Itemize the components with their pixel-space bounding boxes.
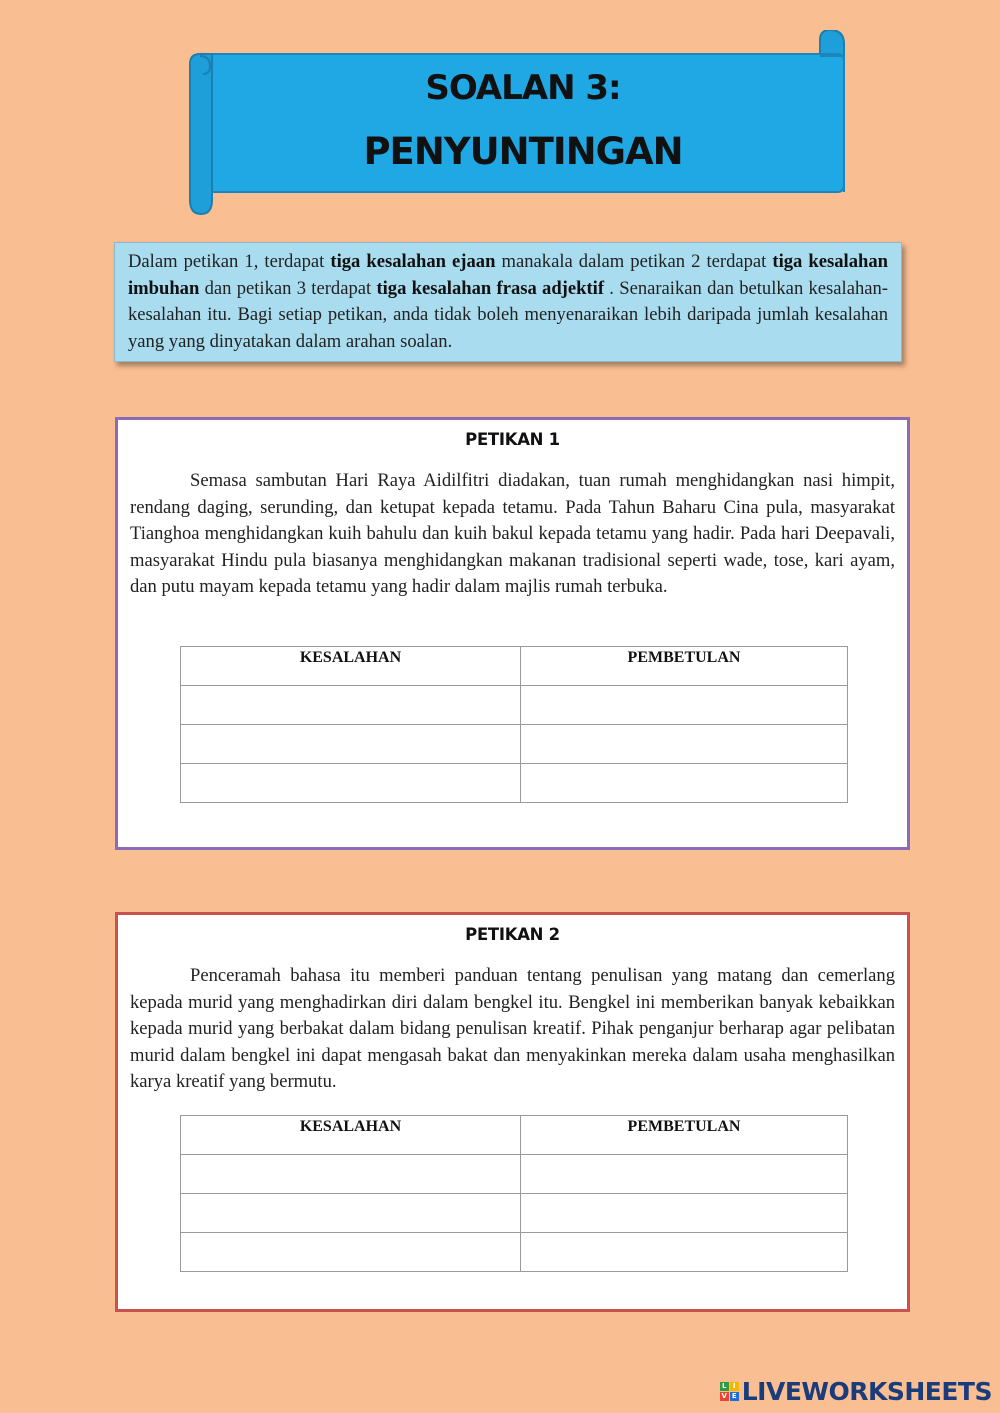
logo-letter: V: [721, 1391, 727, 1400]
passage-2-text: Penceramah bahasa itu memberi panduan tentang penulisan yang matang dan cemerlang kepada murid yang menghadirkan diri dalam bengkel itu. Bengkel ini memberikan banyak kebaikkan kepada murid yang berbakat dalam bidang penulisan kreatif. Pihak penganjur berharap agar pelibatan murid dalam bengkel ini dapat mengasah bakat dan menyakinkan mereka dalam usaha menghasilkan karya kreatif yang bermutu.: [130, 965, 895, 1093]
passage-1-title: PETIKAN 1: [465, 430, 560, 449]
table-header-row: [181, 1116, 848, 1155]
instruction-text: . Senaraikan dan betulkan kesalahan-kesalahan itu. Bagi setiap petikan, anda tidak boleh menyenaraikan lebih daripada jumlah kesalahan yang yang dinyatakan dalam arahan soalan.: [128, 277, 889, 352]
table-row: [181, 1194, 848, 1233]
instruction-box: [114, 242, 902, 362]
passage-2-answer-table: [180, 1115, 848, 1272]
pembetulan-input-cell[interactable]: [521, 686, 848, 725]
instruction-bold: tiga kesalahan ejaan: [330, 251, 496, 272]
kesalahan-input-cell[interactable]: [181, 1155, 521, 1194]
passage-1-box: [115, 417, 910, 850]
header-kesalahan: KESALAHAN: [181, 647, 521, 686]
logo-mark-icon: [720, 1382, 739, 1401]
instruction-text: dan petikan 3 terdapat: [199, 277, 377, 299]
table-header-row: [181, 647, 848, 686]
table-row: [181, 686, 848, 725]
instruction-bold: tiga kesalahan imbuhan: [128, 251, 888, 299]
header-pembetulan: PEMBETULAN: [521, 1116, 848, 1155]
passage-1-text: Semasa sambutan Hari Raya Aidilfitri diadakan, tuan rumah menghidangkan nasi himpit, rendang daging, serunding, dan ketupat kepada tetamu. Pada Tahun Baharu Cina pula, masyarakat Tianghoa menghidangkan kuih bahulu dan kuih bakul kepada tetamu yang hadir. Pada hari Deepavali, masyarakat Hindu pula biasanya menghidangkan makanan tradisional seperti wade, tose, kari ayam, dan putu mayam kepada tetamu yang hadir dalam majlis rumah terbuka.: [130, 470, 895, 598]
kesalahan-input-cell[interactable]: [181, 764, 521, 803]
pembetulan-input-cell[interactable]: [521, 725, 848, 764]
logo-letter: E: [730, 1392, 739, 1401]
kesalahan-input-cell[interactable]: [181, 686, 521, 725]
table-row: [181, 1233, 848, 1272]
logo-text: LIVEWORKSHEETS: [741, 1376, 992, 1406]
header-kesalahan: KESALAHAN: [181, 1116, 521, 1155]
pembetulan-input-cell[interactable]: [521, 1233, 848, 1272]
banner-title-line1: SOALAN 3:: [425, 68, 621, 108]
instruction-text: manakala dalam petikan 2 terdapat: [495, 251, 773, 272]
kesalahan-input-cell[interactable]: [181, 1233, 521, 1272]
passage-1-answer-table: [180, 646, 848, 803]
table-row: [181, 764, 848, 803]
instruction-text: Dalam petikan 1, terdapat: [128, 251, 331, 272]
kesalahan-input-cell[interactable]: [181, 725, 521, 764]
logo-letter: I: [730, 1382, 739, 1391]
pembetulan-input-cell[interactable]: [521, 1194, 848, 1233]
pembetulan-input-cell[interactable]: [521, 764, 848, 803]
passage-2-box: [115, 912, 910, 1312]
banner-title-line2: PENYUNTINGAN: [363, 130, 683, 173]
pembetulan-input-cell[interactable]: [521, 1155, 848, 1194]
instruction-bold: tiga kesalahan frasa adjektif: [376, 277, 605, 299]
table-row: [181, 725, 848, 764]
logo-letter: L: [720, 1382, 729, 1391]
kesalahan-input-cell[interactable]: [181, 1194, 521, 1233]
liveworksheets-logo[interactable]: [720, 1375, 992, 1407]
header-pembetulan: PEMBETULAN: [521, 647, 848, 686]
title-banner: [188, 30, 850, 220]
passage-2-title: PETIKAN 2: [465, 925, 560, 944]
table-row: [181, 1155, 848, 1194]
